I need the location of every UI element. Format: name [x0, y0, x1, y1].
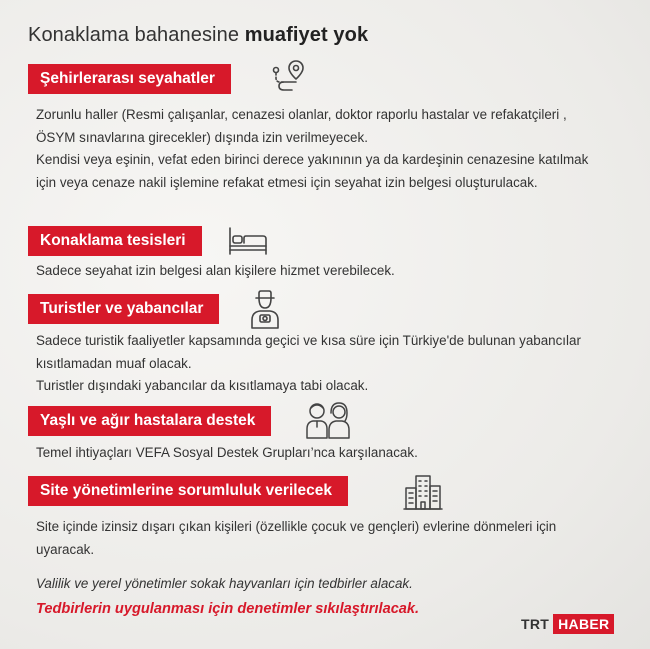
paragraph: Sadece turistik faaliyetler kapsamında geçici ve kısa süre için Türkiye'de bulunan yabancılar kısıtlamadan muaf olacak. [36, 333, 581, 371]
page-title [28, 24, 368, 47]
section-body-accommodation [36, 260, 606, 283]
section-body-tourists [36, 330, 606, 398]
paragraph: Sadece seyahat izin belgesi alan kişilere hizmet verebilecek. [36, 263, 395, 278]
section-heading-site-management: Site yönetimlerine sorumluluk verilecek [28, 476, 348, 506]
title-bold: muafiyet yok [244, 24, 369, 46]
note-inspections: Tedbirlerin uygulanması için denetimler sıkılaştırılacak. [36, 601, 420, 617]
section-body-site-management [36, 516, 606, 561]
section-heading-tourists: Turistler ve yabancılar [28, 294, 219, 324]
elderly-couple-icon [304, 400, 352, 440]
paragraph: Turistler dışındaki yabancılar da kısıtlamaya tabi olacak. [36, 378, 369, 393]
logo-haber: HABER [553, 614, 614, 634]
apartment-buildings-icon [403, 472, 443, 512]
paragraph: Zorunlu haller (Resmi çalışanlar, cenazesi olanlar, doktor raporlu hastalar ve refakatçileri , ÖSYM sınavlarına girecekler) dışında izin verilmeyecek. [36, 107, 567, 145]
paragraph: Temel ihtiyaçları VEFA Sosyal Destek Grupları’nca karşılanacak. [36, 445, 418, 460]
logo-trt: TRT [521, 616, 550, 632]
section-heading-elderly-support: Yaşlı ve ağır hastalara destek [28, 406, 271, 436]
title-light: Konaklama bahanesine [28, 24, 240, 46]
section-heading-intercity-travel: Şehirlerarası seyahatler [28, 64, 231, 94]
note-stray-animals: Valilik ve yerel yönetimler sokak hayvanları için tedbirler alacak. [36, 576, 413, 591]
section-body-intercity-travel [36, 104, 606, 194]
section-body-elderly-support [36, 442, 606, 465]
route-pin-icon [270, 58, 308, 96]
trt-haber-logo [521, 614, 614, 634]
bed-icon [227, 224, 269, 258]
paragraph: Kendisi veya eşinin, vefat eden birinci derece yakınının ya da kardeşinin cenazesine katılmak için veya cenaze nakil işlemine refakat etmesi için seyahat izin belgesi oluşturulacak. [36, 152, 589, 190]
section-heading-accommodation: Konaklama tesisleri [28, 226, 202, 256]
paragraph: Site içinde izinsiz dışarı çıkan kişileri (özellikle çocuk ve gençleri) evlerine dönmeleri için uyaracak. [36, 519, 557, 557]
tourist-icon [248, 288, 282, 330]
